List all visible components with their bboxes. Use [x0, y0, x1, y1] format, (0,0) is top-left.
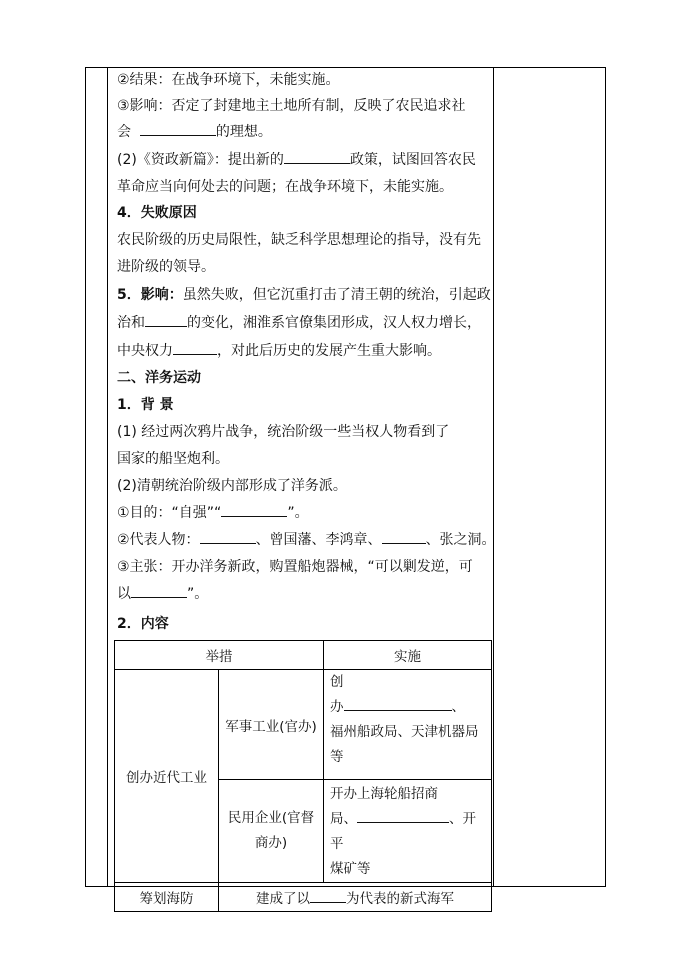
- fill-blank[interactable]: [284, 149, 350, 164]
- fill-blank[interactable]: [200, 529, 256, 544]
- text-line: 会 的理想。: [117, 119, 272, 145]
- section-heading: 二、洋务运动: [117, 370, 201, 386]
- fill-blank[interactable]: [221, 502, 287, 517]
- impl-civil-enterprise: 开办上海轮船招商 局、 、开平 煤矿等: [324, 780, 492, 883]
- text-line: ③主张：开办洋务新政，购置船炮器械，“可以剿发逆，可: [117, 559, 473, 575]
- fill-blank[interactable]: [131, 583, 187, 598]
- text-line: ②代表人物： 、曾国藩、李鸿章、 、张之洞。: [117, 527, 496, 553]
- text-line: 以 ”。: [117, 581, 208, 607]
- fill-blank[interactable]: [344, 696, 452, 711]
- text-line: 国家的船坚炮利。: [117, 451, 229, 467]
- impl-military-industry: 创 办 、 福州船政局、天津机器局 等: [324, 670, 492, 780]
- text-line: 进阶级的领导。: [117, 259, 215, 275]
- text-line: 革命应当向何处去的问题；在战争环境下，未能实施。: [117, 179, 453, 195]
- fill-blank[interactable]: [357, 808, 449, 823]
- table-header-impl: 实施: [324, 641, 492, 670]
- section-heading: 2．内容: [117, 616, 169, 632]
- impl-coastal-defense: 建成了以 为代表的新式海军: [219, 883, 492, 912]
- type-military-industry: 军事工业(官办): [219, 670, 324, 780]
- text-line: 治和 的变化，湘淮系官僚集团形成，汉人权力增长，: [117, 310, 481, 336]
- fill-blank[interactable]: [140, 121, 216, 136]
- text-line: 5．影响：虽然失败，但它沉重打击了清王朝的统治，引起政: [117, 287, 491, 303]
- column-divider-right: [493, 67, 494, 887]
- measures-table: [114, 640, 492, 912]
- text-line: 农民阶级的历史局限性，缺乏科学思想理论的指导，没有先: [117, 232, 481, 248]
- text-line: ①目的：“自强”“ ”。: [117, 500, 309, 526]
- text-line: ③影响：否定了封建地主土地所有制，反映了农民追求社: [117, 98, 466, 114]
- section-heading: 4．失败原因: [117, 205, 197, 221]
- fill-blank[interactable]: [382, 529, 426, 544]
- text-line: 中央权力 ，对此后历史的发展产生重大影响。: [117, 338, 441, 364]
- fill-blank[interactable]: [145, 312, 187, 327]
- text-line: (2)《资政新篇》：提出新的 政策，试图回答农民: [117, 147, 476, 173]
- type-civil-enterprise: 民用企业(官督 商办): [219, 780, 324, 883]
- fill-blank[interactable]: [310, 888, 346, 903]
- text-line: (1) 经过两次鸦片战争，统治阶级一些当权人物看到了: [117, 424, 450, 440]
- text-line: (2)清朝统治阶级内部形成了洋务派。: [117, 478, 347, 494]
- section-heading: 1．背 景: [117, 397, 174, 413]
- fill-blank[interactable]: [173, 340, 217, 355]
- column-divider-left: [107, 67, 108, 887]
- table-header-measure: 举措: [115, 641, 324, 670]
- category-coastal-defense: 筹划海防: [115, 883, 219, 912]
- text-line: ②结果：在战争环境下，未能实施。: [117, 72, 340, 88]
- category-modern-industry: 创办近代工业: [115, 670, 219, 883]
